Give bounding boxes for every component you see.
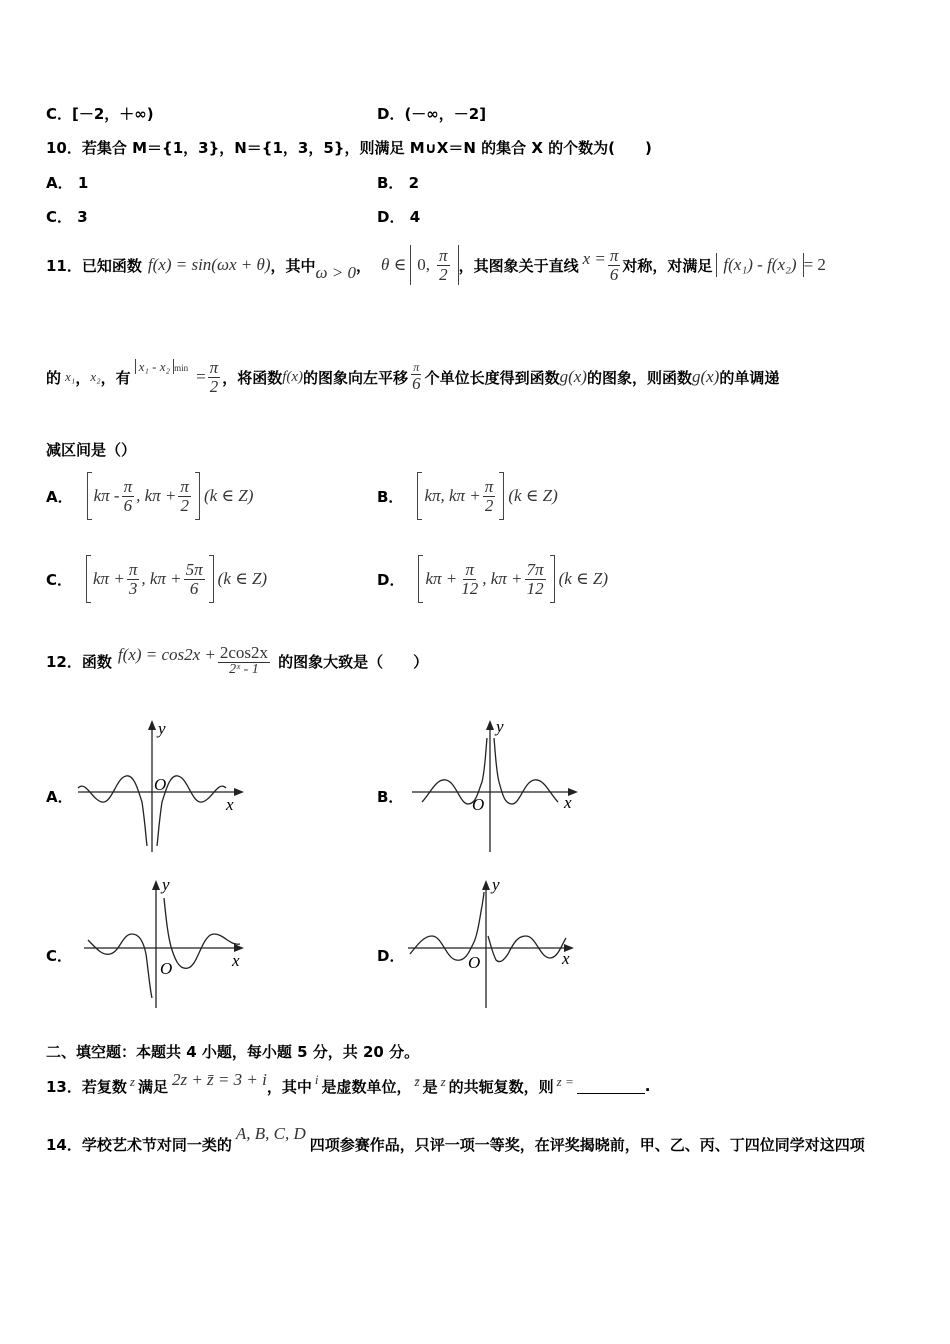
q10-option-a: A． 1 — [46, 174, 89, 192]
answer-blank[interactable] — [577, 1079, 645, 1094]
section-title: 二、填空题：本题共 4 小题，每小题 5 分，共 20 分。 — [46, 1043, 420, 1061]
q10-option-b: B． 2 — [377, 174, 420, 192]
x-label: x — [562, 949, 570, 968]
y-label: y — [162, 875, 170, 894]
y-axis-arrow — [152, 880, 160, 890]
q12-stem: 12． 函数 f(x) = cos2x + $\frac{2\cos 2x}{\text{2ˣ - 1}}$ 的图象大致是（ ） — [46, 643, 429, 678]
y-label: y — [158, 719, 166, 738]
q11-abs-expr: f(x₁) - f(x₂) — [716, 253, 803, 277]
q12-option-a-label: A． — [46, 788, 73, 806]
q12-graph-b — [408, 712, 584, 857]
origin-label: O — [154, 775, 167, 794]
y-axis-arrow — [148, 720, 156, 730]
q11-option-c: C． kπ + $\frac{\pi}{3}$ , kπ + $\frac{5\pi}{6}$ (k ∈ Z) — [46, 553, 267, 605]
y-axis-arrow — [486, 720, 494, 730]
x-label: x — [226, 795, 234, 814]
curve-right — [488, 936, 566, 962]
q11-option-a: A． kπ - $\frac{\pi}{6}$ , kπ + $\frac{\pi}{2}$ (k ∈ Z) — [46, 470, 253, 522]
q11-absmin: x₁ - x₂ min — [135, 356, 188, 375]
q12-graph-a — [74, 712, 250, 857]
q12-option-b-label: B． — [377, 788, 404, 806]
q12-option-d-label: D． — [377, 947, 405, 965]
x-label: x — [232, 951, 240, 970]
q10-option-c: C． 3 — [46, 208, 88, 226]
x-axis-arrow — [234, 788, 244, 796]
y-label: y — [496, 717, 504, 736]
q10-stem: 10．若集合 M＝{1，3}，N＝{1，3，5}，则满足 M∪X＝N 的集合 X 的个数为( ) — [46, 139, 652, 157]
q10-option-d: D． 4 — [377, 208, 421, 226]
q9-option-c: C．[－2，＋∞) — [46, 105, 154, 123]
q11-option-b: B． kπ, kπ + $\frac{\pi}{2}$ (k ∈ Z) — [377, 470, 558, 522]
origin-label: O — [160, 959, 173, 978]
q11-line1: 11． 已知函数 f(x) = sin(ωx + θ) ，其中 ω > 0 ， θ ∈ 0, $\frac{\pi}{2}$ ，其图象关于直线 x = $\frac{\pi}{6}$ 对称，对满足 f(x₁) - f(x₂) = 2 — [46, 245, 826, 284]
q9-option-d: D．(－∞，－2] — [377, 105, 487, 123]
y-axis-arrow — [482, 880, 490, 890]
origin-label: O — [472, 795, 485, 814]
x-label: x — [564, 793, 572, 812]
q12-graph-d — [404, 872, 580, 1012]
q12-option-c-label: C． — [46, 947, 73, 965]
q11-theta-interval: 0, $\frac{\pi}{2}$ — [410, 245, 458, 286]
q14-stem: 14． 学校艺术节对同一类的 A, B, C, D 四项参赛作品，只评一项一等奖，在评奖揭晓前，甲、乙、丙、丁四位同学对这四项 — [46, 1124, 865, 1154]
curve-left — [410, 892, 484, 960]
q12-graph-c — [80, 872, 250, 1012]
q11-line3: 减区间是（） — [46, 441, 137, 459]
q13-stem: 13． 若复数 z 满足 2z + z̄ = 3 + i ，其中 i 是虚数单位， z̄ 是 z 的共轭复数，则 z = . — [46, 1070, 651, 1096]
y-label: y — [492, 875, 500, 894]
origin-label: O — [468, 953, 481, 972]
q11-option-d: D． kπ + $\frac{\pi}{12}$ , kπ + $\frac{7\pi}{12}$ (k ∈ Z) — [377, 553, 608, 605]
q11-line2: 的 x₁ ， x₂ ，有 x₁ - x₂ min = $\frac{\pi}{2}$ ，将函数 f(x) 的图象向左平移 $\frac{\pi}{6}$ 个单位长度得到函数 g(x) 的图象，则函数 g(x) 的单调递 — [46, 352, 779, 402]
